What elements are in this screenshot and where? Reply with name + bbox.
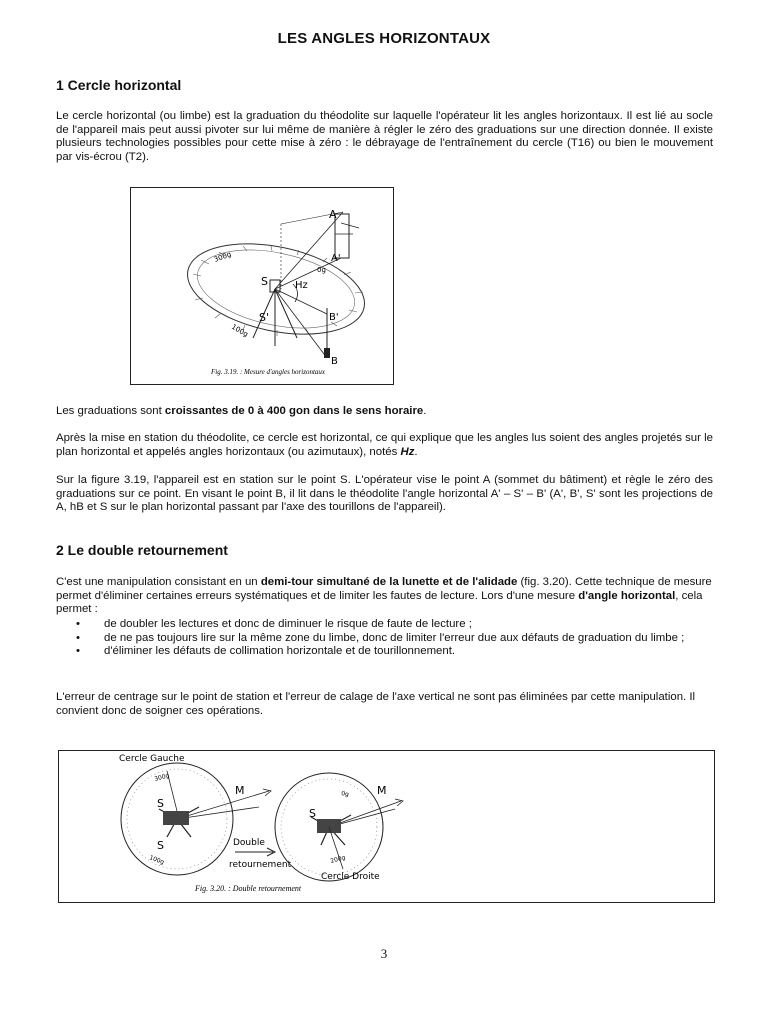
figure-3-20-caption: Fig. 3.20. : Double retournement bbox=[195, 884, 302, 893]
list-item bbox=[56, 632, 713, 646]
bullet-dot: • bbox=[76, 645, 80, 658]
graduations-text-post: . bbox=[423, 405, 427, 417]
bullet-dot: • bbox=[76, 618, 80, 630]
bullet-text: de ne pas toujours lire sur la même zone du limbe, donc de limiter l'erreur due aux défauts de graduation du limbe ; bbox=[104, 631, 685, 644]
section-heading-1: 1 Cercle horizontal bbox=[56, 77, 182, 93]
arrow-label-1: Double bbox=[233, 838, 265, 848]
label-0g: 0g bbox=[317, 266, 326, 274]
section-heading-2: 2 Le double retournement bbox=[56, 542, 228, 558]
horizontal-text-post: . bbox=[414, 445, 418, 458]
paragraph-figure-explanation: Sur la figure 3.19, l'appareil est en station sur le point S. L'opérateur vise le point A (sommet du bâtiment) et règle le zéro des graduations sur ce point. En visant le point B, il lit dans le théodolite l'angle horizontal A' – S' – B' (A', B', S' sont les projections de A, hB et S sur le plan horizontal passant par l'axe des tourillons de l'appareil). bbox=[56, 474, 713, 514]
figure-3-20 bbox=[58, 750, 715, 903]
label-100g-left: 100g bbox=[148, 854, 166, 867]
paragraph-errors: L'erreur de centrage sur le point de station et l'erreur de calage de l'axe vertical ne sont pas éliminées par cette manipulation. Il convient donc de soigner ces opérations. bbox=[56, 691, 696, 717]
dr-text-a: C'est une manipulation consistant en un bbox=[56, 576, 261, 588]
graduations-text-pre: Les graduations sont bbox=[56, 405, 165, 417]
dr-text-c: (fig. 3.20). Cette technique de mesure permet d'éliminer certaines erreurs systématiques et de limiter les fautes de lecture. Lors d'une mesure bbox=[56, 576, 712, 602]
figure-3-20-drawing bbox=[59, 751, 714, 902]
horizontal-text-hz: Hz bbox=[400, 445, 415, 458]
label-S-right: S bbox=[309, 807, 316, 820]
page-title: LES ANGLES HORIZONTAUX bbox=[277, 30, 491, 47]
label-S-prime: S' bbox=[259, 311, 270, 324]
label-A: A bbox=[329, 208, 337, 221]
label-300g: 300g bbox=[212, 250, 233, 264]
graduations-text-bold: croissantes de 0 à 400 gon dans le sens horaire bbox=[164, 405, 424, 417]
horizontal-text-pre: Après la mise en station du théodolite, ce cercle est horizontal, ce qui explique que les angles lus soient des angles projetés sur le plan horizontal et appelés angles horizontaux (ou azimutaux), notés bbox=[56, 432, 713, 458]
list-item bbox=[56, 645, 713, 659]
figure-3-19-drawing bbox=[131, 188, 393, 384]
label-300g-left: 300g bbox=[153, 772, 171, 783]
dr-text-e: , cela permet : bbox=[56, 589, 703, 616]
dr-text-d: d'angle horizontal bbox=[578, 589, 676, 602]
arrow-label-2: retournement bbox=[229, 860, 292, 870]
label-200g-right: 200g bbox=[329, 854, 347, 865]
figure-3-19 bbox=[130, 187, 394, 385]
label-0g-right: 0g bbox=[340, 790, 350, 799]
bullet-text: de doubler les lectures et donc de diminuer le risque de faute de lecture ; bbox=[104, 618, 472, 630]
bullet-text: d'éliminer les défauts de collimation horizontale et de tourillonnement. bbox=[104, 645, 456, 658]
paragraph-double-retournement bbox=[56, 576, 713, 617]
label-B-prime: B' bbox=[329, 312, 339, 323]
label-Hz: Hz bbox=[295, 280, 308, 291]
label-S-left-2: S bbox=[157, 839, 164, 852]
label-A-prime: A' bbox=[331, 253, 341, 264]
page-number: 3 bbox=[380, 946, 388, 961]
cercle-droite-label: Cercle Droite bbox=[321, 872, 380, 882]
bullet-list bbox=[56, 618, 713, 659]
figure-3-19-caption: Fig. 3.19. : Mesure d'angles horizontaux bbox=[211, 368, 326, 376]
label-100g: 100g bbox=[230, 322, 250, 339]
label-M-left: M bbox=[235, 784, 245, 797]
list-item bbox=[56, 618, 713, 632]
bullet-dot: • bbox=[76, 631, 80, 644]
label-M-right: M bbox=[377, 784, 387, 797]
dr-text-b: demi-tour simultané de la lunette et de l'alidade bbox=[260, 576, 518, 588]
cercle-gauche-label: Cercle Gauche bbox=[119, 754, 185, 764]
paragraph-intro: Le cercle horizontal (ou limbe) est la graduation du théodolite sur laquelle l'opérateur lit les angles horizontaux. Il est lié au socle de l'appareil mais peut aussi pivoter sur lui même de manière à régler le zéro des graduations sur une direction donnée. Il existe plusieurs technologies possibles pour cette mise à zéro : le débrayage de l'entraînement du cercle (T16) ou bien le mouvement par vis-écrou (T2). bbox=[56, 110, 713, 163]
label-S-left: S bbox=[157, 797, 164, 810]
paragraph-horizontal bbox=[56, 432, 713, 459]
paragraph-graduations bbox=[56, 405, 713, 419]
label-S: S bbox=[261, 275, 268, 288]
label-B: B bbox=[331, 356, 338, 367]
